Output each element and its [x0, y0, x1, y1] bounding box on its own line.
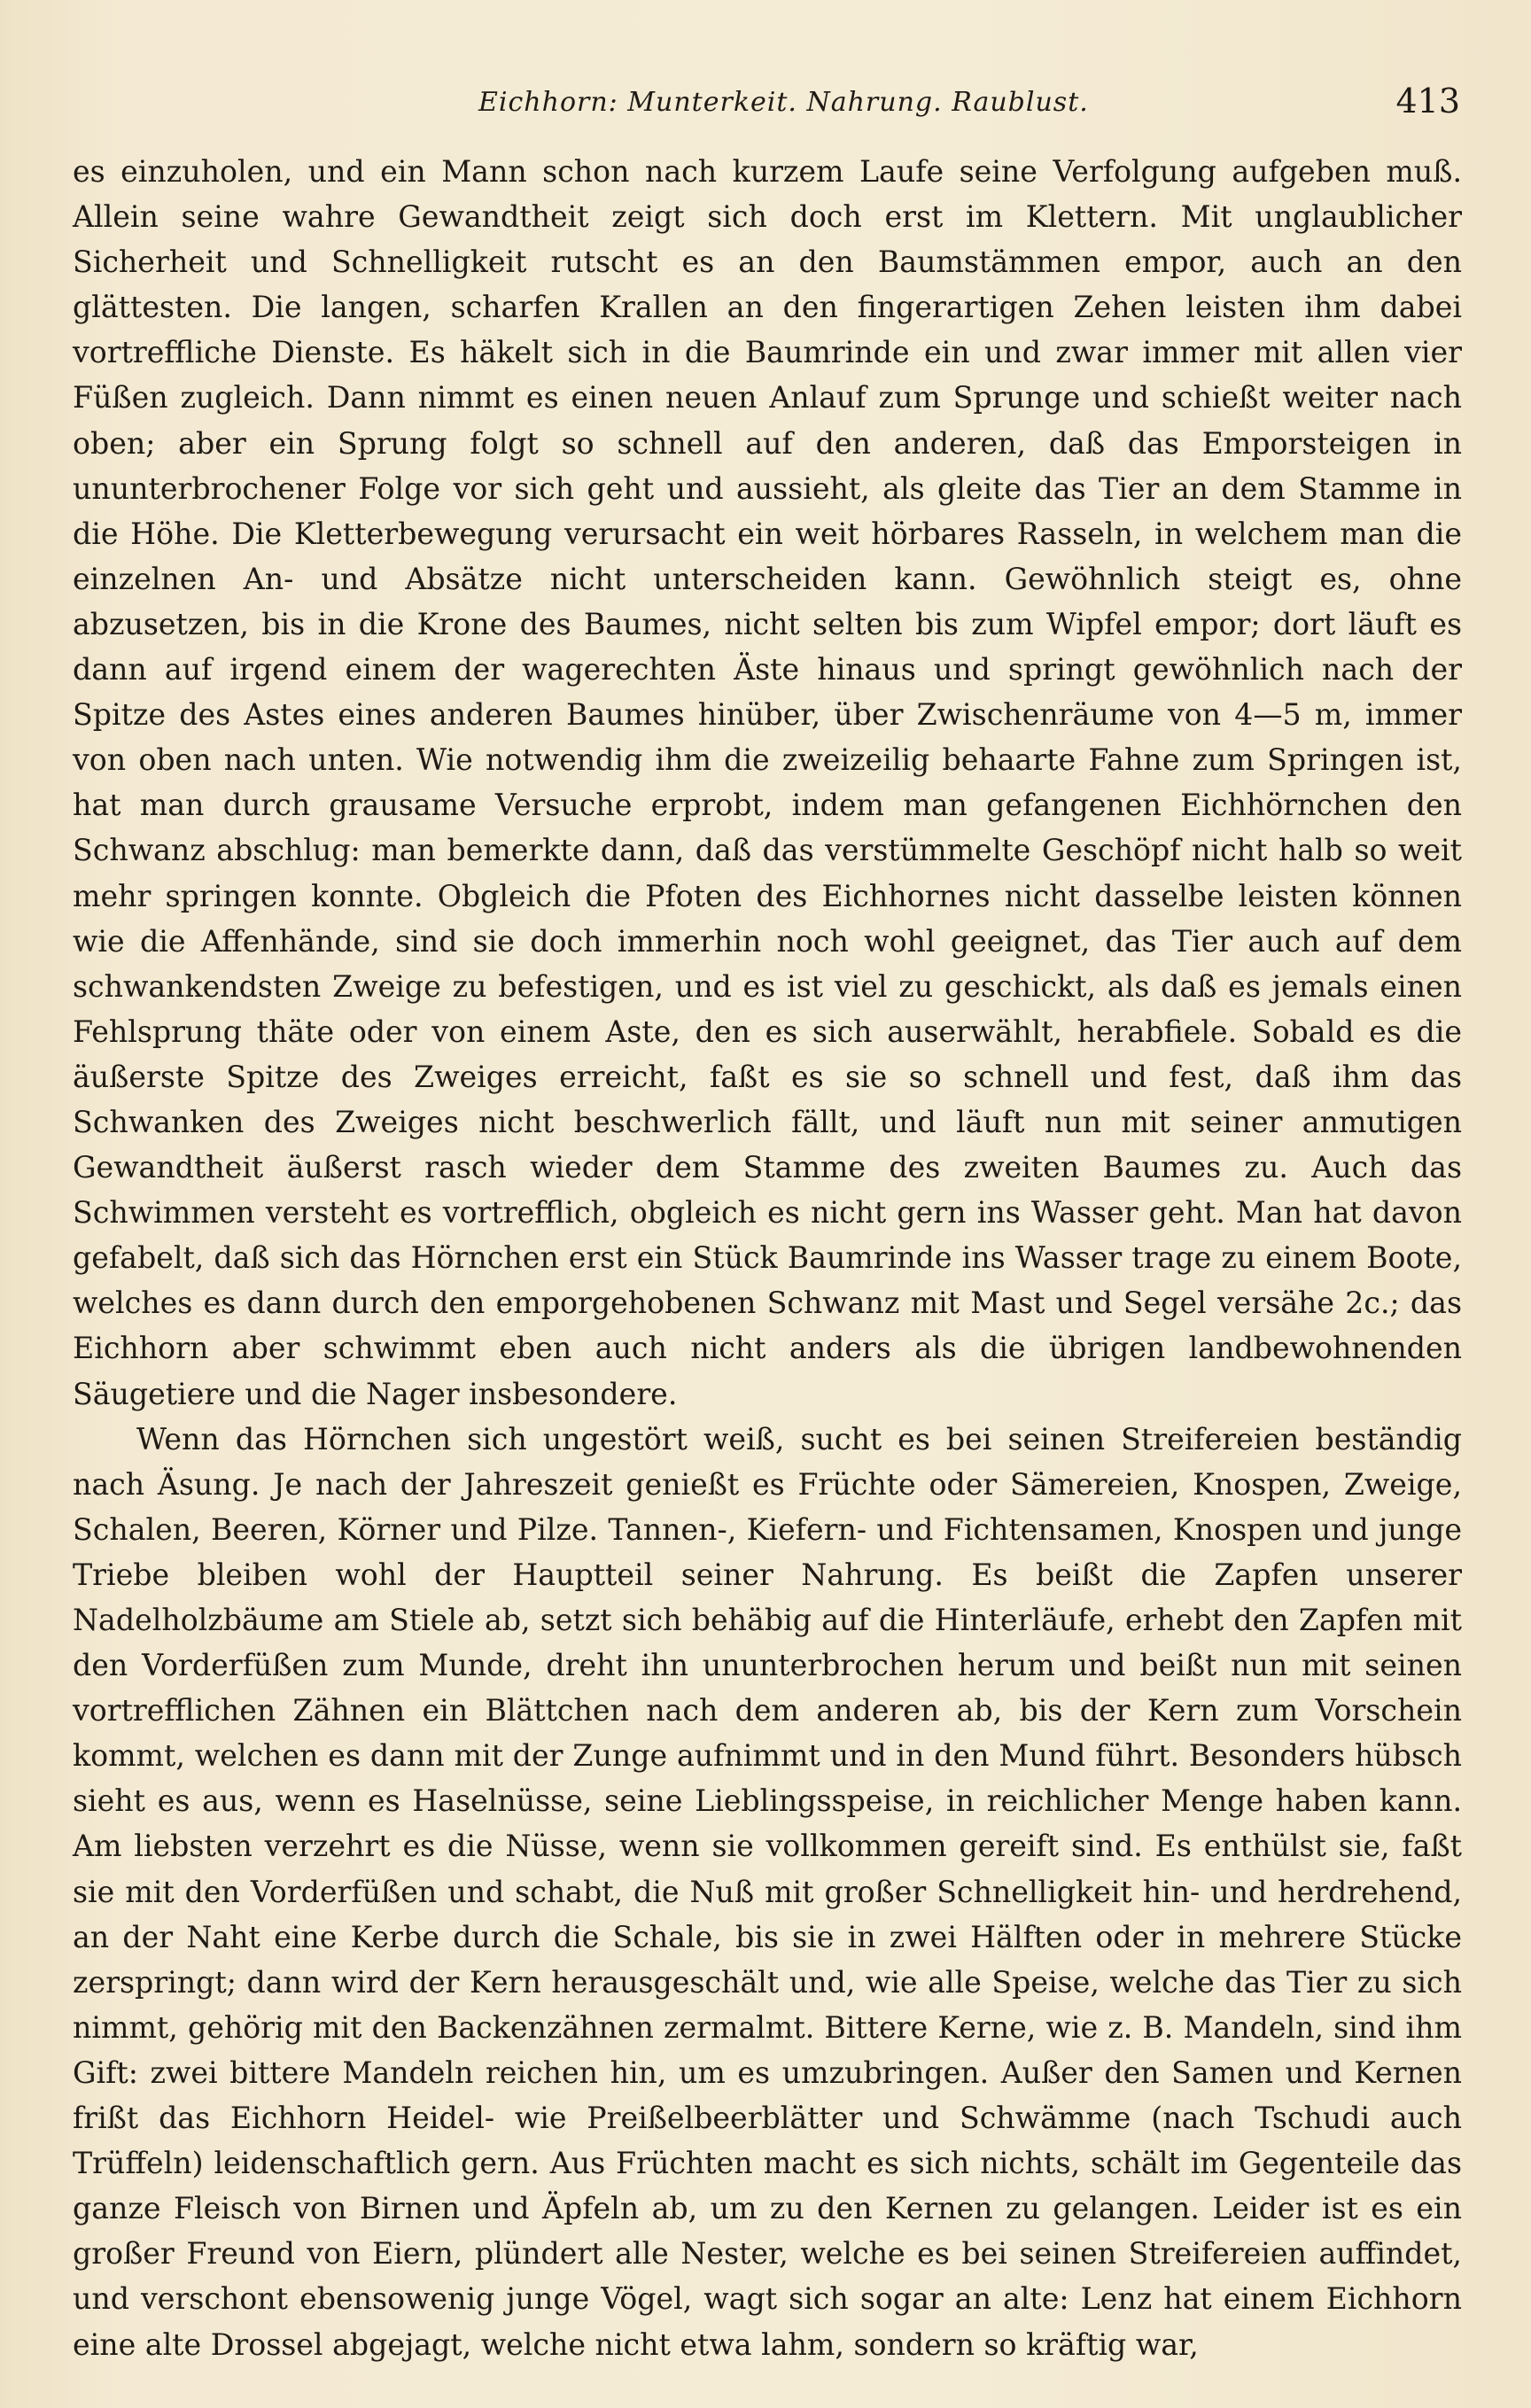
paragraph-2: Wenn das Hörnchen sich ungestört weiß, sucht es bei seinen Streifereien beständig nach Äsung. Je nach der Jahreszeit genießt es Früchte oder Sämereien, Knospen, Zweige, Schalen, Beeren, Körner und Pilze. Tannen-, Kiefern- und Fichtensamen, Knospen und junge Triebe bleiben wohl der Hauptteil seiner Nahrung. Es beißt die Zapfen unserer Nadelholzbäume am Stiele ab, setzt sich behäbig auf die Hinterläufe, erhebt den Zapfen mit den Vorderfüßen zum Munde, dreht ihn ununterbrochen herum und beißt nun mit seinen vortrefflichen Zähnen ein Blättchen nach dem anderen ab, bis der Kern zum Vorschein kommt, welchen es dann mit der Zunge aufnimmt und in den Mund führt. Besonders hübsch sieht es aus, wenn es Haselnüsse, seine Lieblingsspeise, in reichlicher Menge haben kann. Am liebsten verzehrt es die Nüsse, wenn sie vollkommen gereift sind. Es enthülst sie, faßt sie mit den Vorderfüßen und schabt, die Nuß mit großer Schnelligkeit hin- und herdrehend, an der Naht eine Kerbe durch die Schale, bis sie in zwei Hälften oder in mehrere Stücke zerspringt; dann wird der Kern herausgeschält und, wie alle Speise, welche das Tier zu sich nimmt, gehörig mit den Backenzähnen zermalmt. Bittere Kerne, wie z. B. Mandeln, sind ihm Gift: zwei bittere Mandeln reichen hin, um es umzubringen. Außer den Samen und Kernen frißt das Eichhorn Heidel- wie Preißelbeerblätter und Schwämme (nach Tschudi auch Trüffeln) leidenschaftlich gern. Aus Früchten macht es sich nichts, schält im Gegenteile das ganze Fleisch von Birnen und Äpfeln ab, um zu den Kernen zu gelangen. Leider ist es ein großer Freund von Eiern, plündert alle Nester, welche es bei seinen Streifereien auffindet, und verschont ebensowenig junge Vögel, wagt sich sogar an alte: Lenz hat einem Eichhorn eine alte Drossel abgejagt, welche nicht etwa lahm, sondern so kräftig war,	[73, 1421, 1462, 2362]
running-title: Eichhorn: Munterkeit. Nahrung. Raublust.	[478, 87, 1089, 118]
running-head	[71, 82, 1460, 135]
paragraph-1: es einzuholen, und ein Mann schon nach kurzem Laufe seine Verfolgung aufgeben muß. Allein seine wahre Gewandtheit zeigt sich doch erst im Klettern. Mit unglaublicher Sicherheit und Schnelligkeit rutscht es an den Baumstämmen empor, auch an den glättesten. Die langen, scharfen Krallen an den fingerartigen Zehen leisten ihm dabei vortreffliche Dienste. Es häkelt sich in die Baumrinde ein und zwar immer mit allen vier Füßen zugleich. Dann nimmt es einen neuen Anlauf zum Sprunge und schießt weiter nach oben; aber ein Sprung folgt so schnell auf den anderen, daß das Emporsteigen in ununterbrochener Folge vor sich geht und aussieht, als gleite das Tier an dem Stamme in die Höhe. Die Kletterbewegung verursacht ein weit hörbares Rasseln, in welchem man die einzelnen An- und Absätze nicht unterscheiden kann. Gewöhnlich steigt es, ohne abzusetzen, bis in die Krone des Baumes, nicht selten bis zum Wipfel empor; dort läuft es dann auf irgend einem der wagerechten Äste hinaus und springt gewöhnlich nach der Spitze des Astes eines anderen Baumes hinüber, über Zwischenräume von 4—5 m, immer von oben nach unten. Wie notwendig ihm die zweizeilig behaarte Fahne zum Springen ist, hat man durch grausame Versuche erprobt, indem man gefangenen Eichhörnchen den Schwanz abschlug: man bemerkte dann, daß das verstümmelte Geschöpf nicht halb so weit mehr springen konnte. Obgleich die Pfoten des Eichhornes nicht dasselbe leisten können wie die Affenhände, sind sie doch immerhin noch wohl geeignet, das Tier auch auf dem schwankendsten Zweige zu befestigen, und es ist viel zu geschickt, als daß es jemals einen Fehlsprung thäte oder von einem Aste, den es sich auserwählt, herabfiele. Sobald es die äußerste Spitze des Zweiges erreicht, faßt es sie so schnell und fest, daß ihm das Schwanken des Zweiges nicht beschwerlich fällt, und läuft nun mit seiner anmutigen Gewandtheit äußerst rasch wieder dem Stamme des zweiten Baumes zu. Auch das Schwimmen versteht es vortrefflich, obgleich es nicht gern ins Wasser geht. Man hat davon gefabelt, daß sich das Hörnchen erst ein Stück Baumrinde ins Wasser trage zu einem Boote, welches es dann durch den emporgehobenen Schwanz mit Mast und Segel versähe 2c.; das Eichhorn aber schwimmt eben auch nicht anders als die übrigen landbewohnenden Säugetiere und die Nager insbesondere.	[73, 154, 1462, 1411]
page-number: 413	[1395, 82, 1460, 120]
body-text	[73, 149, 1462, 2367]
